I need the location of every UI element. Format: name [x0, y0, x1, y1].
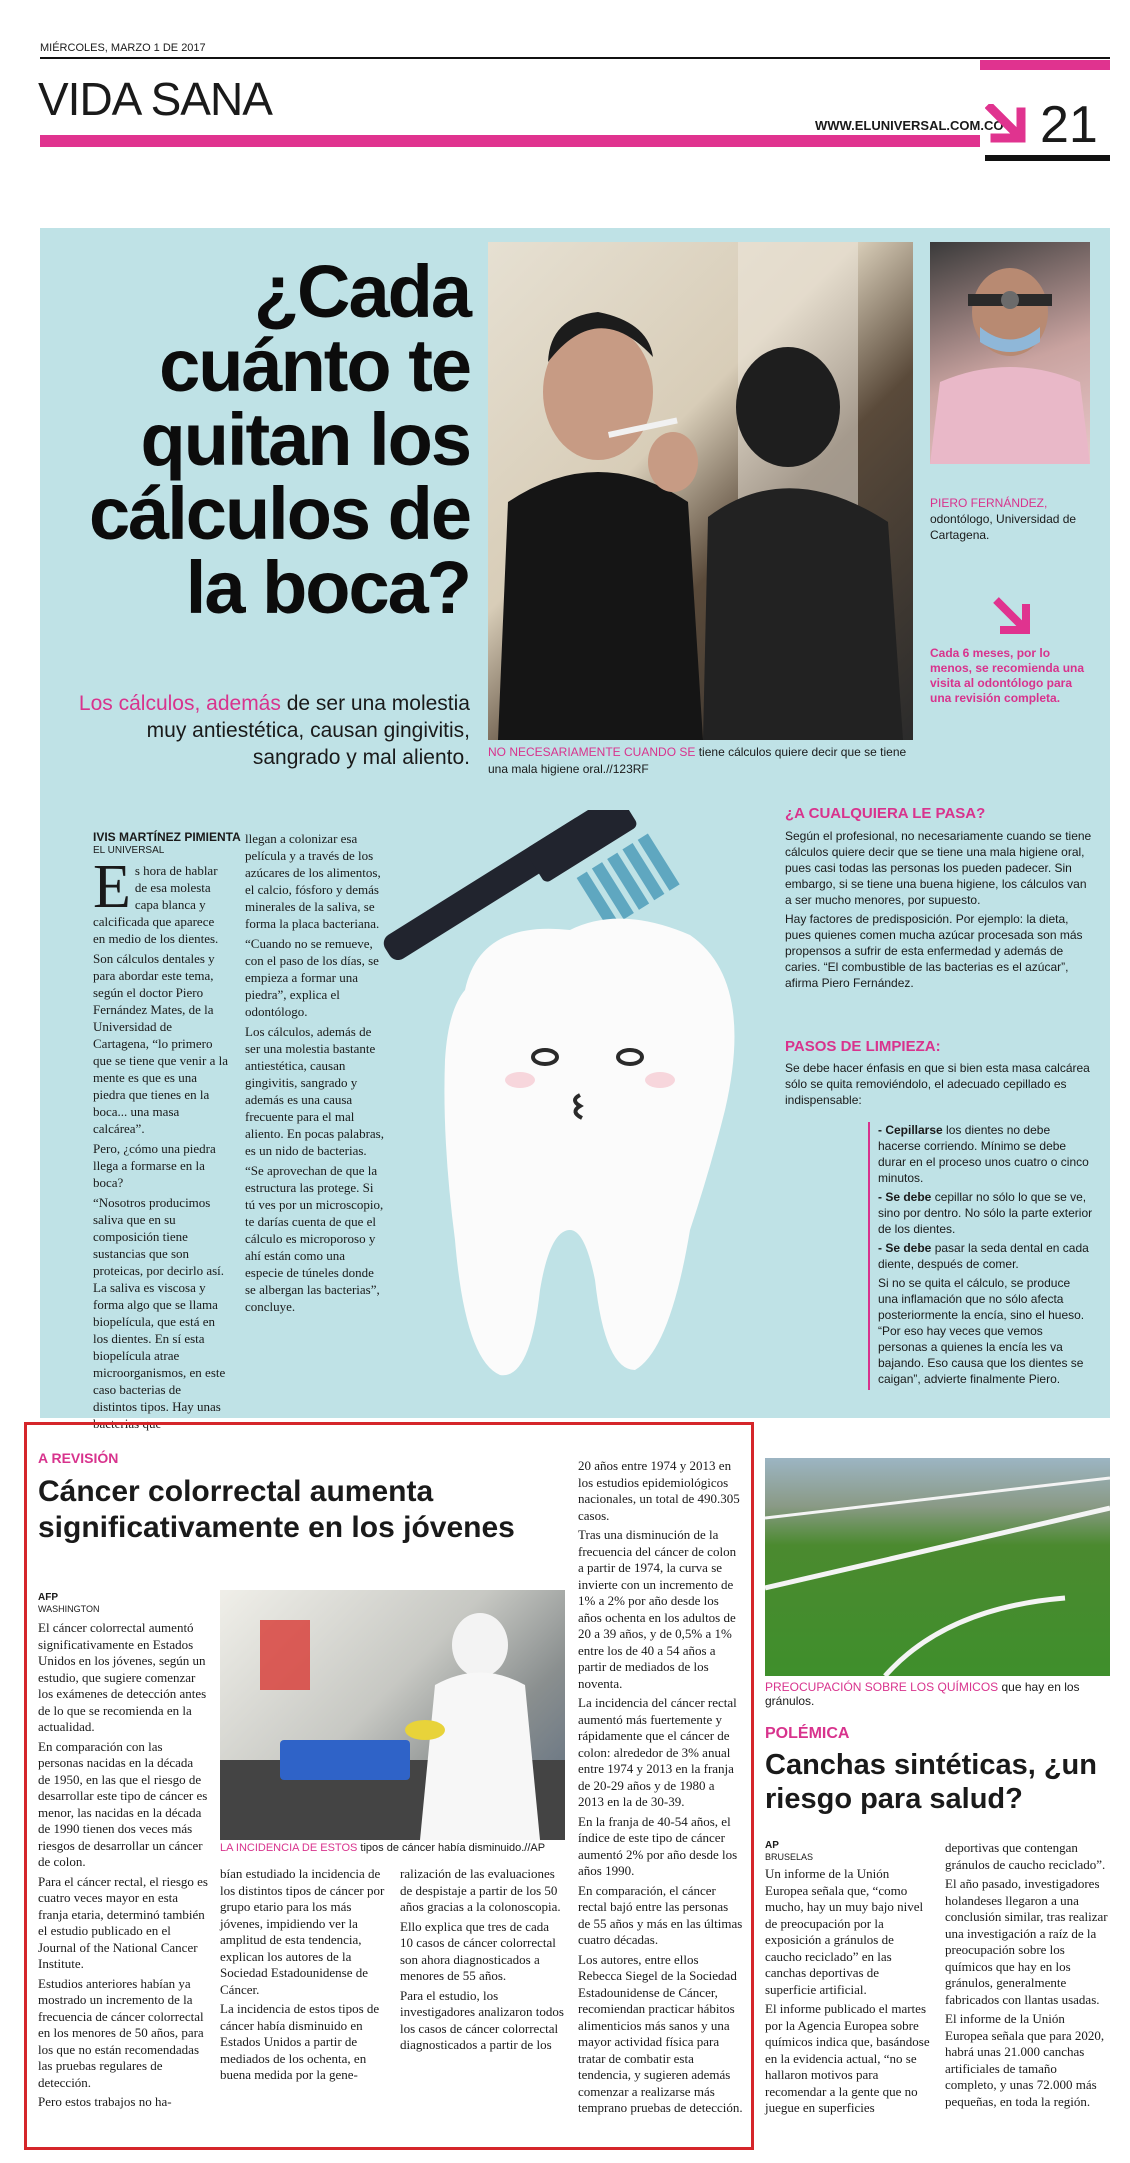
list-item	[878, 1122, 1093, 1186]
list-item	[878, 1240, 1093, 1272]
article-kicker: POLÉMICA	[765, 1725, 850, 1742]
paragraph: El informe publicado el martes por la Agencia Europea sobre químicos indica que, basándose en la evidencia actual, “no se hallaron motivos para recomendar a la gente que no juegue en superficies	[765, 2001, 930, 2115]
paragraph: “Cuando no se remueve, con el paso de los días, se empieza a formar una piedra”, explica el odontólogo.	[245, 936, 379, 1019]
paragraph: El año pasado, investigadores holandeses llegaron a una conclusión similar, tras realizar una investigación a raíz de la preocupación sobre los químicos que hay en los gránulos, generalmente fabricados con llantas usadas.	[945, 1876, 1108, 2007]
arrow-down-right-icon	[985, 104, 1033, 150]
synthetic-field-photo	[765, 1458, 1110, 1676]
feature-column-1	[93, 853, 228, 1435]
page-number: 21	[1040, 96, 1098, 154]
article-headline: Cáncer colorrectal aumenta significativamente en los jóvenes	[38, 1475, 515, 1544]
paragraph: En comparación, el cáncer rectal bajó entre las personas de 55 años y más en las últimas cuatro décadas.	[578, 1882, 743, 1947]
photo-caption-text: tiene cálculos quiere decir que se tiene una mala higiene oral.//123RF	[488, 745, 907, 776]
feature-deck	[60, 690, 470, 771]
article-kicker: A REVISIÓN	[38, 1450, 119, 1466]
website-link[interactable]: WWW.ELUNIVERSAL.COM.CO	[815, 118, 1004, 133]
paragraph: Un informe de la Unión Europea señala que, “como mucho, hay un muy bajo nivel de preocupación por la exposición a gránulos de caucho reciclado” en las canchas deportivas de superficie artificial.	[765, 1866, 924, 1997]
article-column-3	[400, 1866, 565, 2057]
tip-text: cepillar no sólo lo que se ve, sino por dentro. No sólo la parte exterior de los dientes.	[878, 1190, 1093, 1236]
portrait-caption	[930, 495, 1095, 543]
header-rule	[40, 57, 1110, 59]
tip-lead: - Se debe	[878, 1241, 932, 1255]
page-number-underline	[985, 155, 1110, 161]
photo-caption-text: que hay en los gránulos.	[765, 1680, 1080, 1708]
tip-text: pasar la seda dental en cada diente, después de comer.	[878, 1241, 1089, 1271]
paragraph: Hay factores de predisposición. Por ejemplo: la dieta, pues quienes comen mucha azúcar procesada son más propensos a sufrir de esta enfermedad y además de caries. “El combustible de las bacterias es el azúcar”, afirma Piero Fernández.	[785, 912, 1083, 990]
paragraph: Pero, ¿cómo una piedra llega a formarse en la boca?	[93, 1141, 216, 1190]
author-name: IVIS MARTÍNEZ PIMIENTA	[93, 830, 241, 844]
lab-photo	[220, 1590, 565, 1840]
header-accent-bar	[980, 60, 1110, 70]
paragraph-text: s hora de hablar de esa molesta capa blanca y calcificada que aparece en medio de los dientes.	[93, 863, 219, 946]
tip-lead: - Cepillarse	[878, 1123, 943, 1137]
article-column-4	[578, 1458, 743, 2120]
paragraph: “Se aprovechan de que la estructura las protege. Si tú ves por un microscopio, te darías cuenta de que el cálculo es microporoso y ahí están como una especie de túneles donde se albergan las bacterias”, concluye.	[245, 1163, 384, 1314]
drop-cap: E	[93, 853, 131, 921]
tip-lead: - Se debe	[878, 1190, 932, 1204]
article-dateline: BRUSELAS	[765, 1852, 814, 1862]
paragraph: “Nosotros producimos saliva que en su composición tiene sustancias que son proteicas, por decirlo así. La saliva es viscosa y forma algo que se llama biopelícula, que está en los dientes. En sí esta biopelícula atrae microorganismos, en este caso bacterias de distintos tipos. Hay unas bacterias que	[93, 1195, 226, 1431]
paragraph: Tras una disminución de la frecuencia del cáncer de colon a partir de 1974, la curva se invierte con un incremento de 1% a 2% por año desde los años ochenta en los adultos de 20 a 39 años, y de 0,5% a 1% entre los de 40 a 54 años a partir de mediados de los noventa.	[578, 1527, 737, 1691]
paragraph: Los cálculos, además de ser una molestia bastante antiestética, causan gingivitis, sangrado y además es una causa frecuente para el mal aliento. En pocas palabras, es un nido de bacterias.	[245, 1024, 384, 1158]
article-headline: Canchas sintéticas, ¿un riesgo para salud?	[765, 1749, 1097, 1815]
paragraph: Según el profesional, no necesariamente cuando se tiene cálculos quiere decir que se tiene una mala higiene oral, pues casi todas las personas los pueden padecer. Sin embargo, si se tiene una buena higiene, los cálculos van a ser mucho menores, por supuesto.	[785, 829, 1092, 907]
paragraph: bían estudiado la incidencia de los distintos tipos de cáncer por grupo etario para los más jóvenes, impidiendo ver la amplitud de esta tendencia, explican los autores de la Sociedad Estadounidense de Cáncer.	[220, 1866, 385, 1997]
paragraph: Pero estos trabajos no ha-	[38, 2094, 172, 2109]
list-item	[878, 1189, 1093, 1237]
article-column-1	[38, 1620, 208, 2114]
tooth-with-toothbrush-illustration	[370, 810, 780, 1410]
paragraph: Para el cáncer rectal, el riesgo es cuatro veces mayor en esta franja etaria, determinó también el estudio publicado en el Journal of the National Cancer Institute.	[38, 1873, 208, 1971]
paragraph: deportivas que contengan gránulos de caucho reciclado”.	[945, 1840, 1106, 1872]
photo-caption-lead: NO NECESARIAMENTE CUANDO SE	[488, 745, 696, 759]
lab-technician-illustration	[220, 1590, 565, 1840]
issue-date: MIÉRCOLES, MARZO 1 DE 2017	[40, 42, 206, 54]
paragraph: La incidencia de estos tipos de cáncer había disminuido en Estados Unidos a partir de mediados de los ochenta, en buena medida por la gene-	[220, 2001, 380, 2082]
photo-caption	[765, 1680, 1110, 1708]
arrow-down-right-icon	[930, 596, 1100, 642]
deck-highlight: Los cálculos, además	[78, 692, 281, 715]
paragraph: El informe de la Unión Europea señala que para 2020, habrá unas 21.000 canchas artificiales de tamaño completo, y unas 72.000 más pequeñas, en toda la región.	[945, 2011, 1105, 2109]
article-column-2	[220, 1866, 385, 2087]
paragraph: En la franja de 40-54 años, el índice de este tipo de cáncer aumentó 2% por año desde los años 1990.	[578, 1813, 738, 1878]
checkup-sidenote: Cada 6 meses, por lo menos, se recomienda una visita al odontólogo para una revisión completa.	[930, 646, 1085, 705]
photo-caption	[488, 744, 913, 778]
toothbrushing-photo	[488, 242, 913, 740]
sidebar-text	[785, 828, 1095, 994]
cleaning-steps-list	[868, 1122, 1093, 1390]
section-accent-bar	[40, 135, 980, 147]
article-column-2	[945, 1840, 1110, 2113]
paragraph: Para el estudio, los investigadores analizaron todos los casos de cáncer colorrectal diagnosticados a partir de los	[400, 1987, 564, 2052]
article-agency: AFP	[38, 1592, 58, 1603]
paragraph: ralización de las evaluaciones de despistaje a partir de los 50 años gracias a la colonoscopia.	[400, 1866, 561, 1914]
photo-caption	[220, 1842, 565, 1854]
dentist-portrait-photo	[930, 242, 1090, 464]
feature-headline: ¿Cada cuánto te quitan los cálculos de la boca?	[88, 250, 470, 629]
paragraph: La incidencia del cáncer rectal aumentó más fuertemente y rápidamente que el cáncer de colon: alrededor de 3% anual entre 1974 y 2013 en la franja de 20-29 años y de 1980 a 2013 en la de 30-39.	[578, 1695, 737, 1809]
photo-caption-text: tipos de cáncer había disminuido.//AP	[360, 1842, 546, 1854]
paragraph: Si no se quita el cálculo, se produce una inflamación que no sólo afecta posteriormente la encía, sino el hueso. “Por eso hay veces que vemos personas a quienes la encía les va bajando. Eso causa que los dientes se caigan”, advierte finalmente Piero.	[878, 1276, 1085, 1386]
article-agency: AP	[765, 1840, 779, 1851]
man-brushing-teeth-illustration	[488, 242, 913, 740]
author-outlet: EL UNIVERSAL	[93, 845, 165, 856]
section-title: VIDA SANA	[38, 73, 272, 125]
paragraph	[93, 853, 228, 947]
article-dateline: WASHINGTON	[38, 1604, 100, 1614]
paragraph: 20 años entre 1974 y 2013 en los estudios epidemiológicos nacionales, un total de 490.305 casos.	[578, 1458, 740, 1523]
portrait-caption-text: odontólogo, Universidad de Cartagena.	[930, 512, 1077, 542]
dentist-illustration	[930, 242, 1090, 464]
deck-text: de ser una molestia muy antiestética, causan gingivitis, sangrado y mal aliento.	[146, 692, 470, 769]
feature-column-2	[245, 830, 385, 1318]
article-column-1	[765, 1866, 930, 2120]
paragraph: llegan a colonizar esa película y a través de los azúcares de los alimentos, el calcio, fósforo y demás minerales de la saliva, se forma la placa bacteriana.	[245, 831, 381, 931]
paragraph: Son cálculos dentales y para abordar este tema, según el doctor Piero Fernández Mates, de la Universidad de Cartagena, “lo primero que se tiene que venir a la mente es que es una piedra que tienes en la boca... una masa calcárea”.	[93, 951, 228, 1136]
sidebar-heading: ¿A CUALQUIERA LE PASA?	[785, 805, 986, 822]
soccer-field-illustration	[765, 1458, 1110, 1676]
cleaning-steps-heading: PASOS DE LIMPIEZA:	[785, 1038, 941, 1055]
paragraph: En comparación con las personas nacidas en la década de 1950, en las que el riesgo de desarrollar este tipo de cáncer es menor, las nacidas en la década de 1990 tienen dos veces más riesgos de desarrollar un cáncer de colon.	[38, 1738, 208, 1869]
tip-text: los dientes no debe hacerse corriendo. Mínimo se debe durar en el proceso unos cuatro o cinco minutos.	[878, 1123, 1089, 1185]
paragraph: Ello explica que tres de cada 10 casos de cáncer colorrectal son ahora diagnosticados a menores de 55 años.	[400, 1918, 556, 1983]
photo-caption-lead: PREOCUPACIÓN SOBRE LOS QUÍMICOS	[765, 1680, 999, 1694]
portrait-caption-name: PIERO FERNÁNDEZ,	[930, 496, 1048, 510]
photo-caption-lead: LA INCIDENCIA DE ESTOS	[220, 1842, 358, 1854]
paragraph: Estudios anteriores habían ya mostrado un incremento de la frecuencia de cáncer colorrectal en los menores de 50 años, para los que no están recomendadas las pruebas regulares de detección.	[38, 1975, 204, 2090]
cleaning-steps-intro: Se debe hacer énfasis en que si bien esta masa calcárea sólo se quita removiéndolo, el adecuado cepillado es indispensable:	[785, 1061, 1090, 1107]
paragraph: Los autores, entre ellos Rebecca Siegel de la Sociedad Estadounidense de Cáncer, recomiendan practicar hábitos alimenticios más sanos y una mayor actividad física para tratar de combatir esta tendencia, y sugieren además comenzar a realizarse más temprano pruebas de detección.	[578, 1951, 743, 2115]
paragraph: El cáncer colorrectal aumentó significativamente en Estados Unidos en los jóvenes, según un estudio, que sugiere comenzar los exámenes de detección antes de lo que se recomienda en la actualidad.	[38, 1620, 207, 1734]
